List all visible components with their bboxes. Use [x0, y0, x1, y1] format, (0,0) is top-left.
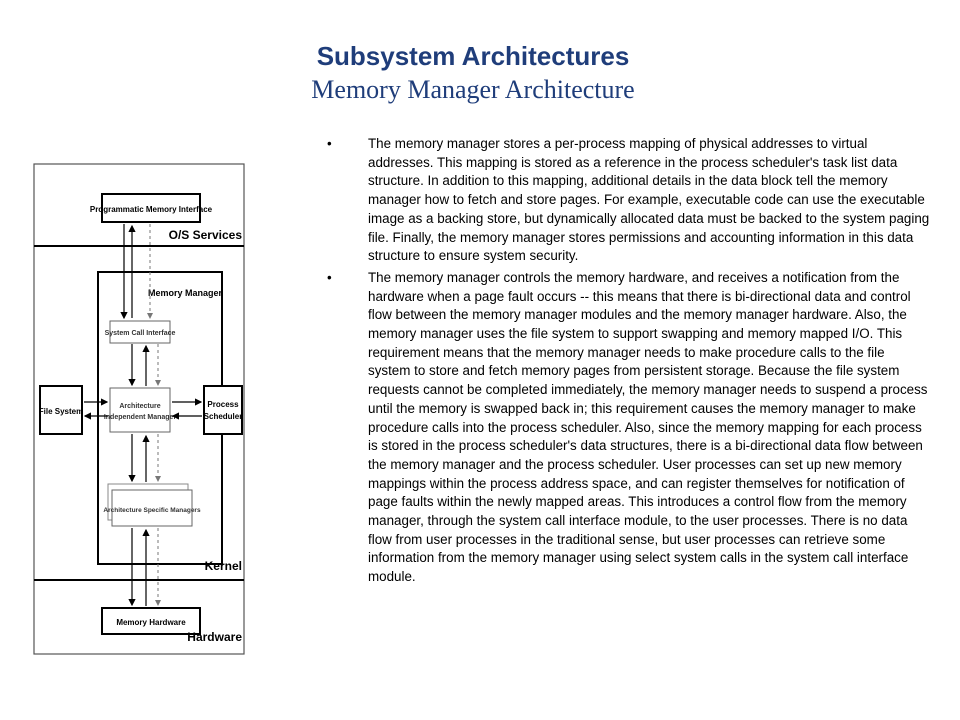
- system-call-interface-label: System Call Interface: [104, 330, 176, 337]
- bullet-item: [318, 135, 930, 266]
- memory-manager-label: Memory Manager: [148, 288, 223, 298]
- hardware-label: Hardware: [187, 630, 242, 644]
- os-services-label: O/S Services: [168, 228, 242, 242]
- bullet-text: The memory manager controls the memory hardware, and receives a notification from the hardware when a page fault occurs -- this means that there is bi-directional data and control flow between the memory manager modules and the memory manager hardware. Also, the memory manager uses the file system to support swapping and memory mapped I/O. This requirement means that the memory manager needs to make procedure calls to the file system to store and fetch memory pages from persistent storage. Because the file system requests cannot be completed immediately, the memory manager needs to suspend a process until the memory is swapped back in; this requirement causes the memory manager to make procedure calls into the process scheduler. Also, since the memory mapping for each process is stored in the process scheduler's data structures, there is a bi-directional data flow between the memory manager and the process scheduler. User processes can set up new memory mappings within the process address space, and can register themselves for notification of page faults within the newly mapped areas. This introduces a control flow from the memory manager, through the system call interface module, to the user processes. There is no data flow from user processes in the traditional sense, but user processes can retrieve some information from the memory manager using select system calls in the system call interface module.: [368, 269, 928, 585]
- architecture-specific-managers-label: Architecture Specific Managers: [103, 507, 201, 514]
- bullet-list: [318, 135, 930, 590]
- process-scheduler-box: [204, 386, 242, 434]
- process-scheduler-label-line2: Scheduler: [203, 412, 243, 421]
- memory-manager-architecture-diagram: [28, 158, 252, 658]
- bullet-marker: •: [327, 136, 332, 151]
- programmatic-memory-interface-label: Programmatic Memory Interface: [89, 205, 213, 214]
- slide-title-block: [0, 40, 946, 106]
- slide-subtitle: Memory Manager Architecture: [311, 75, 635, 104]
- architecture-independent-label-line1: Architecture: [119, 403, 161, 410]
- memory-hardware-label: Memory Hardware: [116, 618, 186, 627]
- kernel-label: Kernel: [204, 559, 242, 573]
- bullet-item: [318, 269, 930, 587]
- process-scheduler-label-line1: Process: [207, 400, 239, 409]
- bullet-marker: •: [327, 269, 332, 285]
- bullet-text: The memory manager stores a per-process mapping of physical addresses to virtual addresses. This mapping is stored as a reference in the process scheduler's task list data structure. In addition to this mapping, additional details in the data block tell the memory manager how to fetch and store pages. For example, executable code can use the executable image as a backing store, but dynamically allocated data must be backed to the system paging file. Finally, the memory manager stores permissions and accounting information in this data structure to ensure system security.: [368, 136, 930, 264]
- architecture-independent-label-line2: Independent Manager: [103, 414, 177, 421]
- slide-title: Subsystem Architectures: [316, 41, 630, 71]
- file-system-label: File System: [38, 407, 84, 416]
- architecture-independent-manager-box: [110, 388, 170, 432]
